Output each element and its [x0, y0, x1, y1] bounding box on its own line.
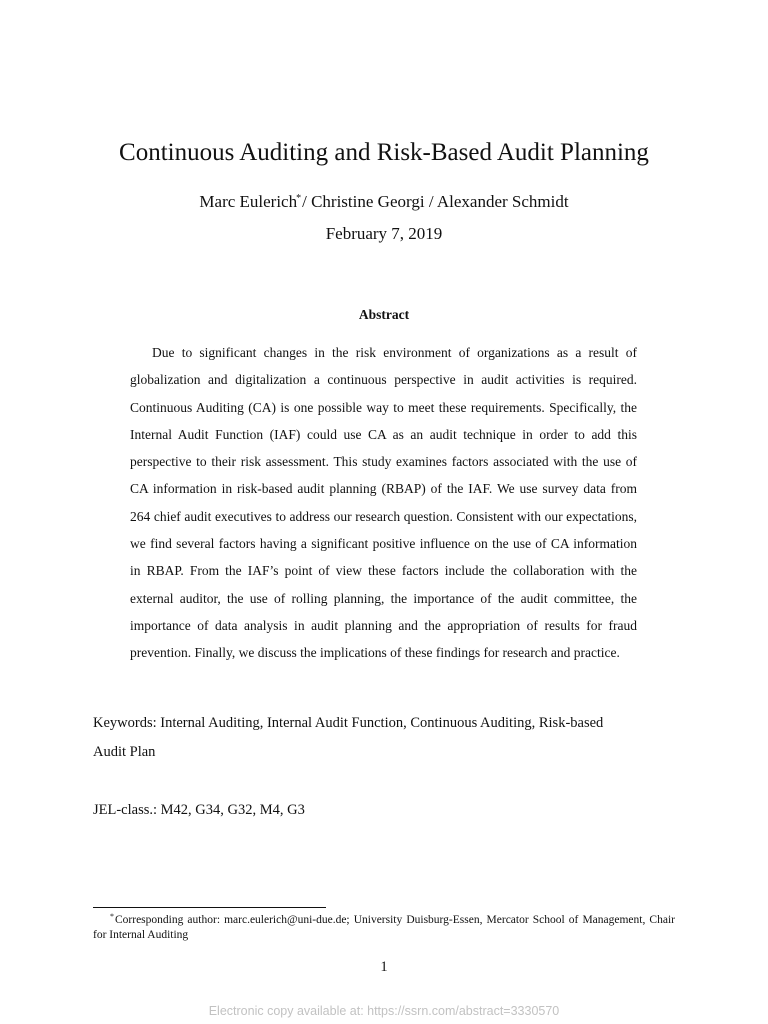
- footnote-marker: *: [110, 912, 114, 921]
- ssrn-notice: Electronic copy available at: https://ssrn.com/abstract=3330570: [208, 1004, 560, 1018]
- footnote-text: Corresponding author: marc.eulerich@uni-due.de; University Duisburg-Essen, Mercator School of Management, Chair for Internal Auditing: [93, 914, 675, 941]
- paper-date: February 7, 2019: [325, 224, 443, 243]
- paper-title: Continuous Auditing and Risk-Based Audit Planning: [119, 139, 649, 166]
- footnote-rule: [93, 907, 326, 908]
- author-footnote-marker: *: [296, 193, 302, 204]
- author-rest: / Christine Georgi / Alexander Schmidt: [302, 192, 569, 211]
- author-line: [0, 188, 768, 213]
- footnote: [93, 909, 675, 943]
- page-number: 1: [380, 959, 388, 975]
- abstract-heading: Abstract: [358, 307, 410, 322]
- keywords: Keywords: Internal Auditing, Internal Audit Function, Continuous Auditing, Risk-based Audit Plan: [93, 715, 604, 760]
- jel-classification: JEL-class.: M42, G34, G32, M4, G3: [93, 802, 305, 818]
- abstract-body: Due to significant changes in the risk environment of organizations as a result of globalization and digitalization a continuous perspective in audit activities is required. Continuous Auditing (CA) is one possible way to meet these requirements. Specifically, the Internal Audit Function (IAF) could use CA as an audit technique in order to add this perspective to their risk assessment. This study examines factors associated with the use of CA information in risk-based audit planning (RBAP) of the IAF. We use survey data from 264 chief audit executives to address our research question. Consistent with our expectations, we find several factors having a significant positive influence on the use of CA information in RBAP. From the IAF’s point of view these factors include the collaboration with the external auditor, the use of rolling planning, the importance of the audit committee, the importance of data analysis in audit planning and the appropriation of results for fraud prevention. Finally, we discuss the implications of these findings for research and practice.: [130, 345, 637, 661]
- author-first: Marc Eulerich: [199, 192, 298, 211]
